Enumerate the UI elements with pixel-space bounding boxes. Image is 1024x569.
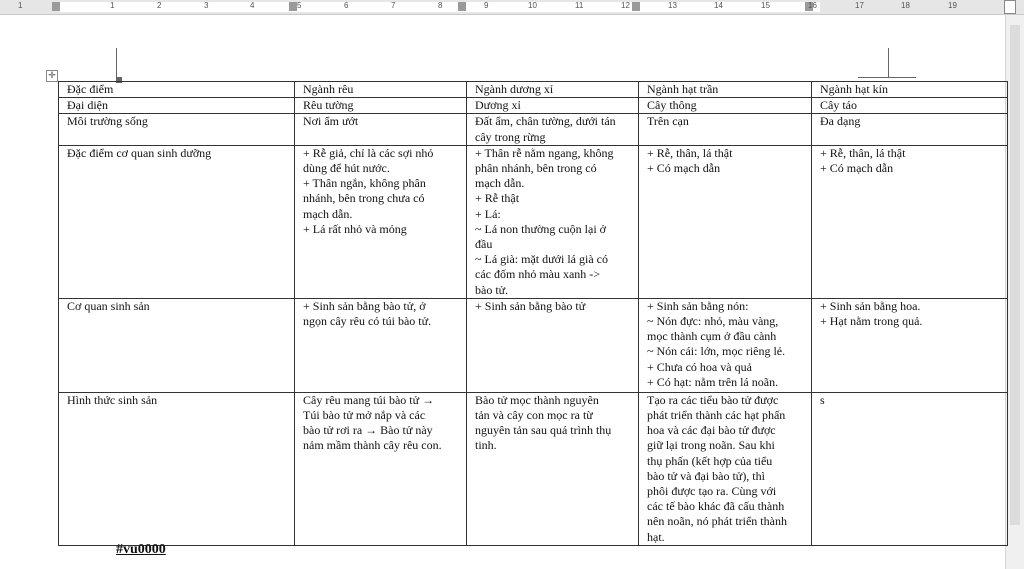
cell-text-line: phân nhánh, bên trong có: [475, 161, 597, 176]
table-cell[interactable]: [59, 98, 295, 114]
table-cell[interactable]: [59, 82, 295, 98]
table-move-handle-icon[interactable]: ✛: [46, 70, 58, 82]
table-cell[interactable]: [467, 298, 639, 392]
ruler-number: 17: [855, 1, 864, 10]
cell-text-line: Cây thông: [647, 98, 697, 113]
cell-text-line: Đặc điểm cơ quan sinh dưỡng: [67, 145, 212, 160]
table-cell[interactable]: [812, 145, 1008, 298]
ruler-number: 3: [204, 1, 209, 10]
cell-text-line: ~ Lá non thường cuộn lại ở: [475, 221, 606, 236]
cell-text-line: Ngành rêu: [303, 82, 354, 96]
cell-text-line: hoa và các đại bào tử được: [647, 423, 776, 438]
cell-text-line: Nơi ẩm ướt: [303, 114, 359, 129]
cell-text-line: + Sinh sản bằng nón:: [647, 298, 749, 313]
column-marker[interactable]: [458, 2, 466, 11]
table-cell[interactable]: [59, 114, 295, 145]
cell-text-line: + Hạt nằm trong quả.: [820, 314, 923, 329]
table-row: [59, 298, 1008, 392]
cell-text-line: + Rễ, thân, lá thật: [820, 145, 906, 160]
table-row: [59, 98, 1008, 114]
table-cell[interactable]: [639, 82, 812, 98]
table-cell[interactable]: [467, 98, 639, 114]
cell-text-line: + Thân ngắn, không phân: [303, 176, 426, 191]
table-cell[interactable]: [639, 392, 812, 545]
ruler-number: 8: [438, 1, 443, 10]
cell-text-line: phôi được tạo ra. Cùng với: [647, 484, 777, 499]
ruler-number: 11: [575, 1, 584, 10]
ruler-number: 18: [901, 1, 910, 10]
cell-text-line: + Sinh sản bằng bào tử, ở: [303, 298, 426, 313]
table-cell[interactable]: [467, 145, 639, 298]
table-cell[interactable]: [812, 298, 1008, 392]
cell-text-line: Trên cạn: [647, 114, 689, 129]
cell-text-line: Cơ quan sinh sản: [67, 298, 150, 313]
cell-text-line: mạch dẫn.: [475, 176, 525, 191]
cell-text-line: Tạo ra các tiểu bào tử được: [647, 392, 779, 407]
table-cell[interactable]: [467, 114, 639, 145]
table-cell[interactable]: [295, 114, 467, 145]
ruler-number: 4: [250, 1, 255, 10]
cell-text-line: Đa dạng: [820, 114, 861, 129]
ruler-number: 1: [110, 1, 115, 10]
ruler-number: 9: [484, 1, 489, 10]
table-cell[interactable]: [59, 145, 295, 298]
cell-text-line: + Rễ giả, chỉ là các sợi nhỏ: [303, 145, 434, 160]
cell-text-line: ~ Nón đực: nhỏ, màu vàng,: [647, 314, 779, 329]
table-row: [59, 82, 1008, 98]
table-cell[interactable]: [59, 298, 295, 392]
column-marker[interactable]: [289, 2, 297, 11]
cell-text-line: s: [820, 392, 825, 407]
cell-text-line: + Rễ, thân, lá thật: [647, 145, 733, 160]
cell-text-line: + Sinh sản bằng hoa.: [820, 298, 921, 313]
left-margin-marker[interactable]: [52, 2, 60, 11]
cell-text-line: Dương xỉ: [475, 98, 521, 113]
cell-text-line: ~ Nón cái: lớn, mọc riêng lẻ.: [647, 344, 786, 359]
ruler-number: 14: [714, 1, 723, 10]
ruler-number: 10: [528, 1, 537, 10]
footer-tag: #vu0000: [116, 542, 166, 557]
cell-text-line: Ngành hạt trần: [647, 82, 719, 96]
cell-text-line: tản và cây con mọc ra từ: [475, 408, 593, 423]
cell-text-line: nguyên tản sau quá trình thụ: [475, 423, 612, 438]
ruler-number: 16: [808, 1, 817, 10]
table-row: [59, 392, 1008, 545]
cell-text-line: mọc thành cụm ở đầu cành: [647, 329, 777, 344]
table-cell[interactable]: [295, 98, 467, 114]
table-cell[interactable]: [639, 114, 812, 145]
ruler-number: 12: [621, 1, 630, 10]
cell-text-line: dùng để hút nước.: [303, 161, 390, 176]
cell-text-line: Cây táo: [820, 98, 857, 113]
cell-text-line: + Lá:: [475, 206, 501, 221]
crop-mark: [116, 48, 117, 78]
cell-text-line: Túi bào tử mở nắp và các: [303, 408, 426, 423]
cell-text-line: ~ Lá già: mặt dưới lá già có: [475, 252, 608, 267]
cell-text-line: + Có hạt: nằm trên lá noãn.: [647, 374, 779, 389]
cell-text-line: + Có mạch dẫn: [647, 161, 721, 176]
cell-text-line: nhánh, bên trong chưa có: [303, 191, 425, 206]
cell-text-line: + Thân rễ nằm ngang, không: [475, 145, 614, 160]
crop-mark: [888, 48, 889, 78]
table-cell[interactable]: [467, 392, 639, 545]
table-row: [59, 145, 1008, 298]
cell-text-line: + Có mạch dẫn: [820, 161, 894, 176]
table-cell[interactable]: [812, 114, 1008, 145]
cell-text-line: Môi trường sống: [67, 114, 148, 129]
ruler-number: 6: [344, 1, 349, 10]
cell-text-line: các tế bào khác đã cấu thành: [647, 499, 785, 514]
table-cell[interactable]: [812, 82, 1008, 98]
cell-text-line: + Chưa có hoa và quả: [647, 359, 752, 374]
ruler-number: 5: [297, 1, 302, 10]
cell-text-line: Đặc điểm: [67, 82, 114, 96]
table-cell[interactable]: [467, 82, 639, 98]
cell-text-line: hạt.: [647, 529, 665, 544]
table-row: [59, 114, 1008, 145]
table-cell[interactable]: [295, 392, 467, 545]
table-cell[interactable]: [812, 98, 1008, 114]
cell-text-line: + Sinh sản bằng bào tử: [475, 298, 586, 313]
ruler-number: 15: [761, 1, 770, 10]
cell-text-line: Rêu tường: [303, 98, 354, 113]
cell-text-line: cây trong rừng: [475, 129, 546, 144]
cell-text-line: Cây rêu mang túi bào tử →: [303, 392, 435, 407]
cell-text-line: nên noãn, nó phát triển thành: [647, 514, 787, 529]
cell-text-line: bào tử.: [475, 282, 509, 297]
crop-mark: [858, 77, 916, 78]
column-marker[interactable]: [632, 2, 640, 11]
cell-text-line: thụ phấn (kết hợp của tiểu: [647, 453, 773, 468]
ruler-number: 1: [18, 1, 23, 10]
cell-text-line: Ngành hạt kín: [820, 82, 888, 96]
cell-text-line: bào tử và đại bào tử), thì: [647, 468, 765, 483]
ruler-number: 2: [157, 1, 162, 10]
cell-text-line: Hình thức sinh sản: [67, 392, 158, 407]
table-cell[interactable]: [295, 298, 467, 392]
cell-text-line: giữ lại trong noãn. Sau khi: [647, 438, 775, 453]
table-cell[interactable]: [295, 82, 467, 98]
table-cell[interactable]: [59, 392, 295, 545]
ruler-number: 7: [391, 1, 396, 10]
ruler-right-indent[interactable]: [1004, 0, 1016, 14]
cell-text-line: ngọn cây rêu có túi bào tử.: [303, 314, 432, 329]
cell-text-line: Ngành dương xỉ: [475, 82, 554, 96]
cell-text-line: tinh.: [475, 438, 497, 453]
table-cell[interactable]: [639, 98, 812, 114]
scrollbar-thumb[interactable]: [1010, 25, 1020, 525]
cell-text-line: + Lá rất nhỏ và mỏng: [303, 221, 407, 236]
comparison-table: [58, 81, 1008, 546]
ruler-number: 13: [668, 1, 677, 10]
table-cell[interactable]: [812, 392, 1008, 545]
horizontal-ruler[interactable]: [0, 0, 1024, 15]
cell-text-line: đầu: [475, 237, 493, 252]
table-cell[interactable]: [639, 145, 812, 298]
cell-text-line: các đốm nhỏ màu xanh ->: [475, 267, 601, 282]
cell-text-line: phát triển thành các hạt phấn: [647, 408, 786, 423]
table-cell[interactable]: [639, 298, 812, 392]
ruler-number: 19: [948, 1, 957, 10]
cell-text-line: nảm mầm thành cây rêu con.: [303, 438, 442, 453]
cell-text-line: Đại diện: [67, 98, 108, 113]
cell-text-line: mạch dẫn.: [303, 206, 353, 221]
table-cell[interactable]: [295, 145, 467, 298]
cell-text-line: bào tử rơi ra → Bào tử này: [303, 423, 433, 438]
cell-text-line: Đất ẩm, chân tường, dưới tán: [475, 114, 616, 129]
cell-text-line: Bào tử mọc thành nguyên: [475, 392, 599, 407]
cell-text-line: + Rễ thật: [475, 191, 520, 206]
